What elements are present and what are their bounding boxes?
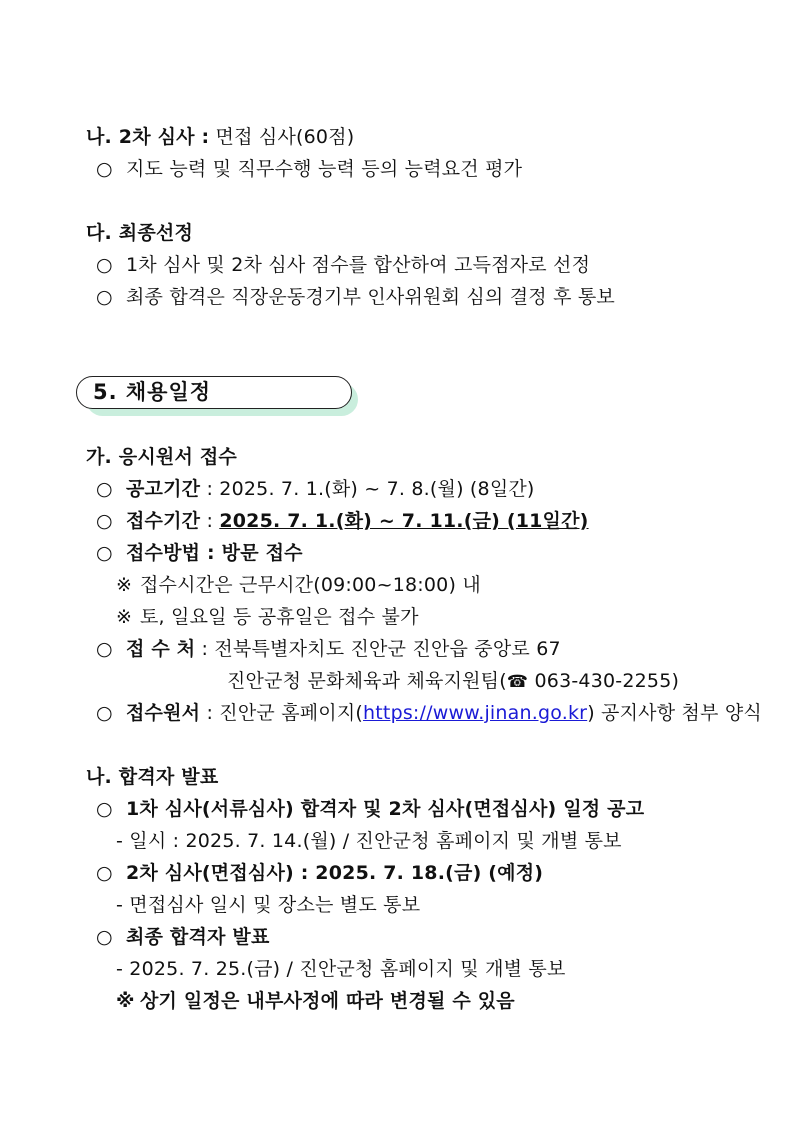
receive-method-value: : 방문 접수 [200, 542, 303, 564]
announce-period-label: 공고기간 [126, 478, 201, 500]
results-item-3-sub: - 2025. 7. 25.(금) / 진안군청 홈페이지 및 개별 통보 [116, 958, 566, 980]
list-item-text: 최종 합격은 직장운동경기부 인사위원회 심의 결정 후 통보 [126, 286, 615, 308]
receive-period-value: 2025. 7. 1.(화) ~ 7. 11.(금) (11일간) [219, 510, 589, 532]
receive-place-phone: 063-430-2255) [528, 670, 680, 692]
application-form-suffix: ) 공지사항 첨부 양식 [587, 702, 762, 724]
results-item-1-sub: - 일시 : 2025. 7. 14.(월) / 진안군청 홈페이지 및 개별 통보 [116, 830, 622, 852]
note-holiday [116, 605, 419, 629]
receive-period-label: 접수기간 [126, 510, 201, 532]
receive-place-dept: 진안군청 문화체육과 체육지원팀( [227, 670, 507, 692]
receive-place-row [96, 637, 561, 661]
phone-icon: ☎ [506, 672, 529, 692]
note-hours [116, 573, 481, 597]
circle-bullet-icon: ○ [96, 638, 113, 660]
section-na-results-heading: 나. 합격자 발표 [86, 766, 219, 788]
list-item [96, 157, 522, 181]
schedule-change-note [116, 989, 515, 1013]
receive-method-label: 접수방법 [126, 542, 201, 564]
application-form-sep: : 진안군 홈페이지( [200, 702, 364, 724]
circle-bullet-icon: ○ [96, 862, 113, 884]
circle-bullet-icon: ○ [96, 542, 113, 564]
circle-bullet-icon: ○ [96, 702, 113, 724]
homepage-link[interactable]: https://www.jinan.go.kr [363, 702, 588, 724]
list-item-text: 지도 능력 및 직무수행 능력 등의 능력요건 평가 [126, 158, 523, 180]
note-holiday-text: 토, 일요일 등 공휴일은 접수 불가 [140, 606, 419, 628]
results-item-2 [96, 861, 543, 885]
results-item-1-text: 1차 심사(서류심사) 합격자 및 2차 심사(면접심사) 일정 공고 [126, 798, 645, 820]
announce-period-value: : 2025. 7. 1.(화) ~ 7. 8.(월) (8일간) [200, 478, 535, 500]
circle-bullet-icon: ○ [96, 158, 113, 180]
receive-method-row [96, 541, 303, 565]
circle-bullet-icon: ○ [96, 478, 113, 500]
results-item-3 [96, 925, 270, 949]
application-form-label: 접수원서 [126, 702, 201, 724]
section-5-banner [76, 376, 356, 412]
circle-bullet-icon: ○ [96, 798, 113, 820]
circle-bullet-icon: ○ [96, 510, 113, 532]
circle-bullet-icon: ○ [96, 926, 113, 948]
list-item [96, 253, 590, 277]
receive-place-line2 [227, 669, 679, 694]
section-5-title: 5. 채용일정 [93, 380, 212, 404]
section-da-heading: 다. 최종선정 [86, 222, 194, 244]
circle-bullet-icon: ○ [96, 286, 113, 308]
reference-mark-icon: ※ [116, 606, 133, 628]
results-item-2-text: 2차 심사(면접심사) : 2025. 7. 18.(금) (예정) [126, 862, 544, 884]
circle-bullet-icon: ○ [96, 254, 113, 276]
results-item-1 [96, 797, 644, 821]
reference-mark-icon: ※ [116, 990, 135, 1012]
receive-period-sep: : [200, 510, 220, 532]
heading-rest: 면접 심사(60점) [209, 126, 355, 148]
receive-place-value: : 전북특별자치도 진안군 진안읍 중앙로 67 [195, 638, 561, 660]
section-na-interview-heading [86, 125, 354, 149]
list-item [96, 285, 615, 309]
receive-period-row [96, 509, 589, 533]
results-item-3-text: 최종 합격자 발표 [126, 926, 270, 948]
list-item-text: 1차 심사 및 2차 심사 점수를 합산하여 고득점자로 선정 [126, 254, 591, 276]
receive-place-label: 접 수 처 [126, 638, 196, 660]
announce-period-row [96, 477, 535, 501]
results-item-2-sub: - 면접심사 일시 및 장소는 별도 통보 [116, 894, 421, 916]
section-ga-heading: 가. 응시원서 접수 [86, 446, 237, 468]
application-form-row [96, 701, 762, 725]
schedule-change-note-text: 상기 일정은 내부사정에 따라 변경될 수 있음 [140, 990, 515, 1012]
reference-mark-icon: ※ [116, 574, 133, 596]
note-hours-text: 접수시간은 근무시간(09:00~18:00) 내 [140, 574, 481, 596]
heading-bold: 나. 2차 심사 : [86, 126, 210, 148]
